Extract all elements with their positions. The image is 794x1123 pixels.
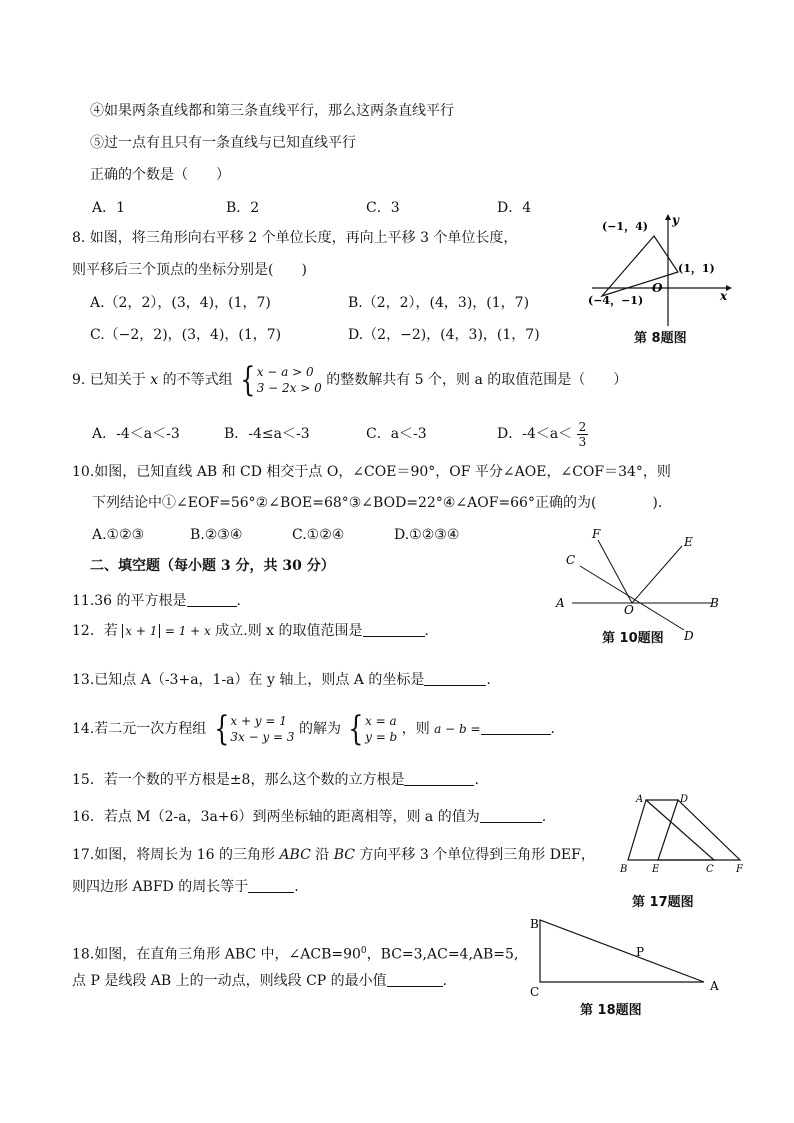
q12-answer-blank[interactable] — [363, 622, 425, 637]
statement-5: ⑤过一点有且只有一条直线与已知直线平行 — [90, 135, 356, 151]
q9-inequality-system: { x − a > 0 3 − 2x > 0 — [240, 360, 322, 400]
q9-fraction-den: 3 — [578, 434, 587, 449]
label-f: F — [736, 864, 743, 875]
q9-mid: 的不等式组 — [162, 372, 233, 388]
y-axis-arrow — [665, 214, 671, 220]
q16-answer-blank[interactable] — [480, 808, 542, 823]
figure-8 — [586, 210, 736, 330]
q15-text: 15．若一个数的平方根是±8，那么这个数的立方根是 — [72, 772, 405, 788]
q14-eq-1: x + y = 1 — [230, 714, 287, 728]
q12-pre: 12．若 — [72, 623, 118, 639]
q17-bc: BC — [333, 847, 355, 863]
point-label-3: (−4，−1) — [588, 294, 644, 307]
q9-pre: 9. 已知关于 — [72, 372, 146, 388]
q8-option-b: B.（2，2），(4，3)，(1，7) — [348, 295, 530, 311]
q16: 16．若点 M（2-a，3a+6）到两坐标轴的距离相等，则 a 的值为 . — [72, 809, 547, 825]
q17-pre: 17.如图，将周长为 16 的三角形 — [72, 847, 275, 863]
ray-oe — [632, 546, 682, 603]
q17-answer-blank[interactable] — [248, 878, 294, 893]
q14-sol-2: y = b — [365, 730, 398, 744]
label-d: D — [680, 794, 689, 805]
label-b: B — [620, 864, 628, 875]
label-e: E — [652, 864, 660, 875]
q15: 15．若一个数的平方根是±8，那么这个数的立方根是 . — [72, 772, 479, 788]
q17-line-2-text: 则四边形 ABFD 的周长等于 — [72, 879, 249, 895]
q18-line-2: 点 P 是线段 AB 上的一动点，则线段 CP 的最小值 . — [72, 973, 448, 989]
q14-mid: 的解为 — [299, 721, 341, 737]
label-e: E — [684, 535, 693, 549]
q14-system: { x + y = 1 3x − y = 3 — [213, 709, 295, 749]
q13: 13.已知点 A（-3+a，1-a）在 y 轴上，则点 A 的坐标是 . — [72, 672, 491, 688]
figure-18 — [524, 910, 730, 996]
q7-option-d: D．4 — [497, 200, 532, 216]
q12-abs: x + 1 — [122, 624, 160, 638]
q11-answer-blank[interactable] — [187, 592, 237, 607]
label-a: A — [556, 596, 565, 610]
q12-post: 成立.则 x 的取值范围是 — [215, 623, 363, 639]
q9-post: 的整数解共有 5 个，则 a 的取值范围是（ ） — [326, 372, 628, 388]
q14-sol-1: x = a — [365, 714, 397, 728]
figure-17 — [618, 790, 748, 880]
q8-option-a: A.（2，2），(3，4)，(1，7) — [90, 295, 271, 311]
q14-solution: { x = a y = b — [348, 709, 398, 749]
label-c: C — [530, 985, 540, 996]
q10-line-1: 10.如图，已知直线 AB 和 CD 相交于点 O，∠COE＝90°，OF 平分∠AOE，∠COF＝34°，则 — [72, 464, 671, 480]
q12: 12．若 x + 1 = 1 + x 成立.则 x 的取值范围是 . — [72, 623, 429, 639]
q17-abc: ABC — [279, 847, 311, 863]
point-label-1: (−1，4) — [602, 220, 648, 233]
q9-fraction-num: 2 — [578, 419, 587, 434]
q18-post: ，BC=3,AC=4,AB=5, — [366, 946, 519, 963]
q17-mid: 沿 — [315, 847, 330, 863]
q7-prompt: 正确的个数是（ ） — [90, 167, 230, 183]
label-b: B — [710, 596, 719, 610]
q7-option-b: B．2 — [226, 200, 260, 216]
q13-text: 13.已知点 A（-3+a，1-a）在 y 轴上，则点 A 的坐标是 — [72, 672, 425, 688]
q9-line — [72, 360, 628, 400]
q10-option-d: D.①②③④ — [394, 527, 460, 543]
q8-line-2: 则平移后三个顶点的坐标分别是( ) — [72, 262, 307, 278]
q17-line-1 — [72, 846, 595, 864]
q9-var: x — [150, 372, 159, 388]
q18-pre: 18.如图，在直角三角形 ABC 中，∠ACB=90 — [72, 946, 361, 963]
q9-inequality-2: 3 − 2x > 0 — [256, 381, 322, 395]
label-p: P — [636, 945, 645, 959]
origin-label: O — [652, 281, 663, 295]
label-d: D — [684, 629, 694, 643]
figure-17-caption: 第 17题图 — [632, 895, 694, 910]
triangle-def — [658, 800, 740, 860]
q14-expr: a − b = — [434, 722, 481, 736]
label-c: C — [566, 553, 576, 567]
q11: 11.36 的平方根是 . — [72, 593, 241, 609]
q8-line-1: 8. 如图，将三角形向右平移 2 个单位长度，再向上平移 3 个单位长度， — [72, 230, 518, 246]
q9-option-d-text: D．-4＜a＜ — [497, 426, 573, 442]
q10-line-2: 下列结论中①∠EOF=56°②∠BOE=68°③∠BOD=22°④∠AOF=66°正确的为( ). — [92, 495, 663, 511]
line-cd — [580, 566, 684, 630]
figure-18-caption: 第 18题图 — [580, 1003, 642, 1018]
triangle — [602, 236, 678, 296]
q17-post: 方向平移 3 个单位得到三角形 DEF， — [359, 847, 595, 863]
label-o: O — [624, 603, 634, 617]
section-2-heading: 二、填空题（每小题 3 分，共 30 分） — [90, 558, 335, 574]
q14-post: ，则 — [401, 721, 430, 737]
label-a: A — [710, 979, 719, 993]
triangle-abc — [628, 800, 714, 860]
q10-option-c: C.①②④ — [292, 527, 345, 543]
q9-option-d — [497, 418, 588, 450]
q14-answer-blank[interactable] — [481, 720, 551, 735]
x-axis-label: x — [720, 289, 728, 303]
q18-line-2-text: 点 P 是线段 AB 上的一动点，则线段 CP 的最小值 — [72, 973, 387, 989]
q8-option-c: C.（−2，2)，(3，4)，(1，7) — [90, 327, 282, 343]
q8-option-d: D.（2，−2)，(4，3)，(1，7) — [348, 327, 540, 343]
q14: 14.若二元一次方程组 { x + y = 1 3x − y = 3 的解为 { x = a y = b ，则 a − b = . — [72, 709, 555, 749]
label-b: B — [530, 917, 539, 931]
q14-eq-2: 3x − y = 3 — [230, 730, 295, 744]
point-label-2: (1，1) — [678, 262, 715, 275]
figure-8-caption: 第 8题图 — [634, 331, 687, 346]
ray-of — [598, 540, 632, 603]
q15-answer-blank[interactable] — [404, 771, 474, 786]
q7-option-c: C．3 — [366, 200, 400, 216]
q16-text: 16．若点 M（2-a，3a+6）到两坐标轴的距离相等，则 a 的值为 — [72, 809, 480, 825]
q17-line-2: 则四边形 ABFD 的周长等于 . — [72, 879, 299, 895]
q9-fraction — [577, 420, 589, 449]
q9-inequality-1: x − a > 0 — [256, 365, 314, 379]
statement-4: ④如果两条直线都和第三条直线平行，那么这两条直线平行 — [90, 103, 454, 119]
q11-text: 11.36 的平方根是 — [72, 593, 187, 609]
q18-answer-blank[interactable] — [387, 972, 443, 987]
q14-pre: 14.若二元一次方程组 — [72, 721, 207, 737]
y-axis-label: y — [672, 213, 679, 227]
q10-option-b: B.②③④ — [190, 527, 243, 543]
q13-answer-blank[interactable] — [424, 671, 486, 686]
label-c: C — [706, 864, 714, 875]
right-triangle — [540, 920, 704, 982]
label-a: A — [636, 794, 644, 805]
q7-option-a: A．1 — [92, 200, 126, 216]
q18-line-1 — [72, 942, 518, 964]
label-f: F — [592, 527, 601, 541]
q10-option-a: A.①②③ — [92, 527, 145, 543]
q9-option-a: A．-4＜a＜-3 — [92, 426, 180, 442]
figure-10-caption: 第 10题图 — [602, 631, 664, 646]
q9-option-b: B．-4≤a＜-3 — [224, 426, 310, 442]
q9-option-c: C．a＜-3 — [366, 426, 427, 442]
q12-eq: = 1 + x — [164, 624, 211, 638]
q18-sup: 0 — [360, 946, 367, 956]
